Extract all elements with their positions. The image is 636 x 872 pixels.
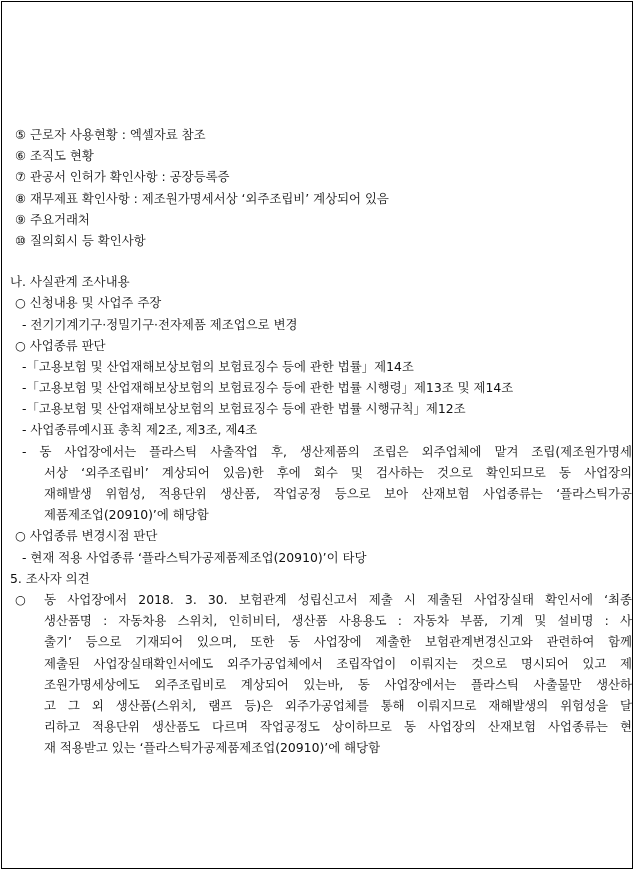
judge-title: ○ 사업종류 판단 xyxy=(15,337,106,353)
judge-item-law: -「고용보험 및 산업재해보상보험의 보험료징수 등에 관한 법률」제14조 xyxy=(22,358,414,374)
judge-detail-line-2: 서상 ‘외주조립비’ 계상되어 있음)한 후에 회수 및 검사하는 것으로 확인되므로 동 사업장의 xyxy=(44,464,632,480)
opinion-line-7: 리하고 적용단위 생산품도 다르며 작업공정도 상이하므로 동 사업장의 산재보험 사업종류는 현 xyxy=(44,719,632,735)
spacer xyxy=(10,251,632,271)
judge-detail-line-4: 제품제조업(20910)’에 해당함 xyxy=(44,507,209,523)
judge-item-rule: -「고용보험 및 산업재해보상보험의 보험료징수 등에 관한 법률 시행규칙」제12조 xyxy=(22,401,466,417)
attachment-item-6: ⑥ 조직도 현황 xyxy=(15,148,94,164)
opinion-line-1: ○ 동 사업장에서 2018. 3. 30. 보험관계 성립신고서 제출 시 제출된 사업장실태 확인서에 ‘최종 xyxy=(15,591,632,607)
judge-detail-line-3: 재해발생 위험성, 적용단위 생산품, 작업공정 등으로 보아 산재보험 사업종류는 ‘플라스틱가공 xyxy=(44,486,632,501)
section-5-heading: 5. 조사자 의견 xyxy=(10,570,90,586)
opinion-line-4: 제출된 사업장실태확인서에도 외주가공업체에서 조립작업이 이뤄지는 것으로 명시되어 있고 제 xyxy=(44,655,632,671)
claim-item: - 전기기계기구·정밀기구·전자제품 제조업으로 변경 xyxy=(22,316,298,332)
attachment-item-10: ⑩ 질의회시 등 확인사항 xyxy=(15,232,146,248)
judge-item-decree: -「고용보험 및 산업재해보상보험의 보험료징수 등에 관한 법률 시행령」제13조 및 제14조 xyxy=(22,380,514,396)
attachment-item-5: ⑤ 근로자 사용현황 : 엑셀자료 참조 xyxy=(15,127,206,142)
attachment-item-8: ⑧ 재무제표 확인사항 : 제조원가명세서상 ‘외주조립비’ 계상되어 있음 xyxy=(15,190,389,206)
judge-item-table: - 사업종류예시표 총칙 제2조, 제3조, 제4조 xyxy=(22,422,258,438)
change-item: - 현재 적용 사업종류 ‘플라스틱가공제품제조업(20910)’이 타당 xyxy=(22,549,367,565)
claim-title: ○ 신청내용 및 사업주 주장 xyxy=(15,295,162,311)
opinion-line-3: 출기’ 등으로 기재되어 있으며, 또한 동 사업장에 제출한 보험관계변경신고와 관련하여 함께 xyxy=(44,634,632,650)
opinion-line-2: 생산품명 : 자동차용 스위치, 인히비터, 생산품 사용용도 : 자동차 부품, 기계 및 설비명 : 사 xyxy=(44,613,632,629)
document-body xyxy=(10,124,632,758)
section-na-heading: 나. 사실관계 조사내용 xyxy=(10,274,130,290)
opinion-line-5: 조원가명세상에도 외주조립비로 계상되어 있는바, 동 사업장에서는 플라스틱 사출물만 생산하 xyxy=(44,676,632,692)
change-title: ○ 사업종류 변경시점 판단 xyxy=(15,528,158,544)
opinion-line-6: 고 그 외 생산품(스위치, 램프 등)은 외주가공업체를 통해 이뤄지므로 재해발생의 위험성을 달 xyxy=(44,697,632,713)
document-page xyxy=(1,1,633,869)
opinion-line-8: 재 적용받고 있는 ‘플라스틱가공제품제조업(20910)’에 해당함 xyxy=(44,740,381,756)
attachment-item-7: ⑦ 관공서 인허가 확인사항 : 공장등록증 xyxy=(15,169,230,185)
judge-detail-line-1: - 동 사업장에서는 플라스틱 사출작업 후, 생산제품의 조립은 외주업체에 맡겨 조립(제조원가명세 xyxy=(22,443,632,459)
attachment-item-9: ⑨ 주요거래처 xyxy=(15,211,90,227)
